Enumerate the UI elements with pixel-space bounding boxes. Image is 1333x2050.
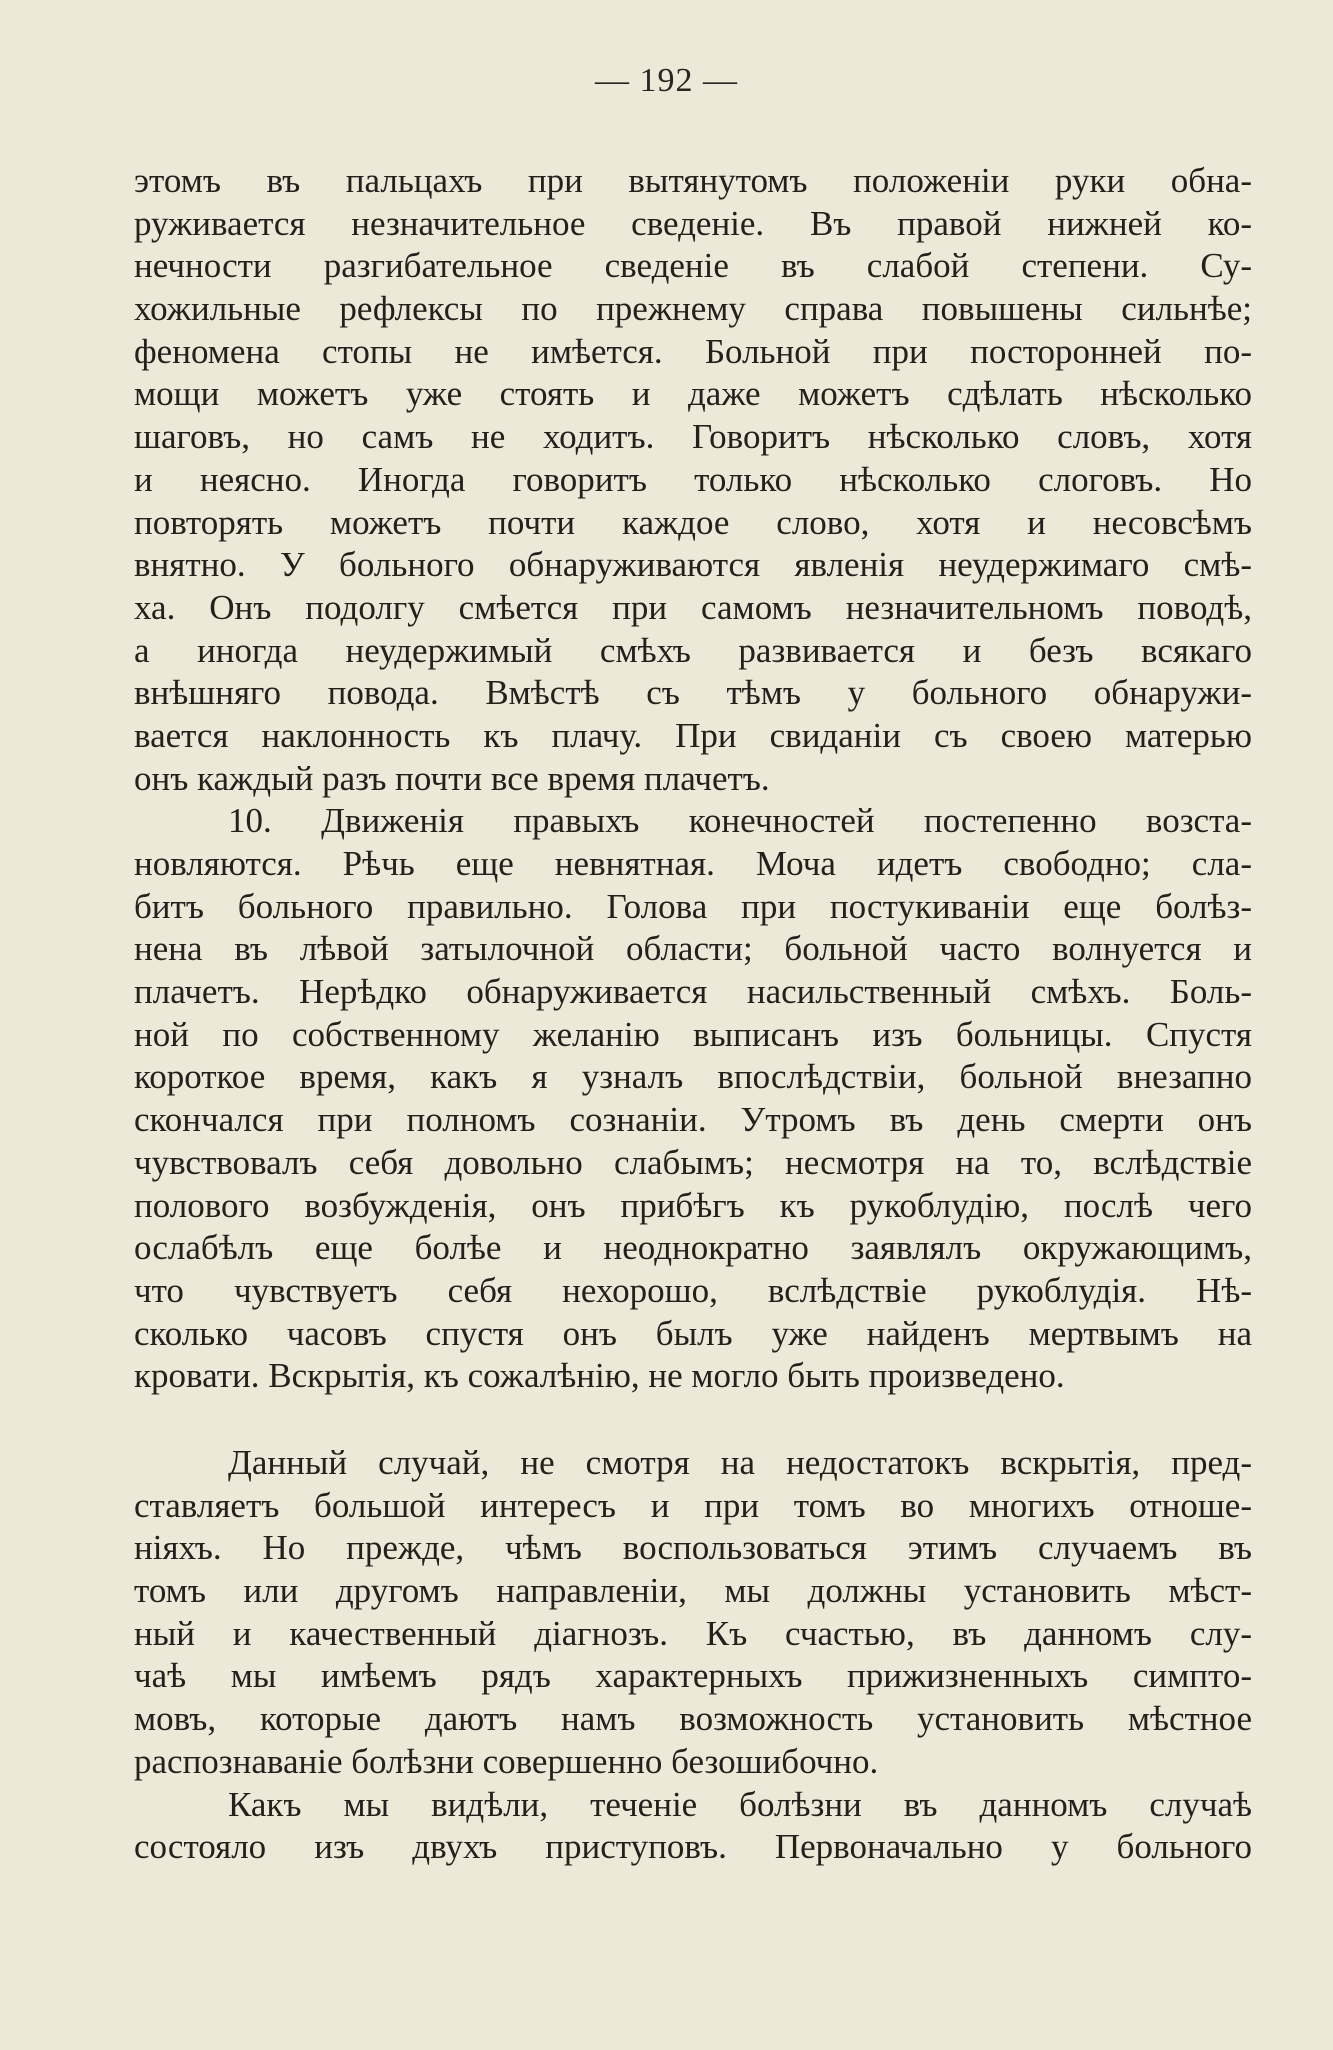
text-line: что чувствуетъ себя нехорошо, вслѣдствiе рукоблудiя. Нѣ- <box>134 1270 1252 1310</box>
text-line: плачетъ. Нерѣдко обнаруживается насильственный смѣхъ. Боль- <box>134 972 1252 1012</box>
text-line: чувствовалъ себя довольно слабымъ; несмотря на то, вслѣдствiе <box>134 1142 1252 1182</box>
text-line: нiяхъ. Но прежде, чѣмъ воспользоваться этимъ случаемъ въ <box>134 1528 1252 1568</box>
text-line: мощи можетъ уже стоять и даже можетъ сдѣлать нѣсколько <box>134 374 1252 414</box>
text-line: ха. Онъ подолгу смѣется при самомъ незначительномъ поводѣ, <box>134 587 1252 627</box>
case-history-text <box>134 160 1252 1398</box>
text-line: томъ или другомъ направленiи, мы должны установить мѣст- <box>134 1571 1252 1611</box>
text-line: внѣшняго повода. Вмѣстѣ съ тѣмъ у больного обнаружи- <box>134 673 1252 713</box>
discussion-text <box>134 1442 1252 1869</box>
text-line: а иногда неудержимый смѣхъ развивается и безъ всякаго <box>134 630 1252 670</box>
text-line: ставляетъ большой интересъ и при томъ во многихъ отноше- <box>134 1485 1252 1525</box>
text-line: феномена стопы не имѣется. Больной при посторонней по- <box>134 331 1252 371</box>
text-line: распознаванiе болѣзни совершенно безошибочно. <box>134 1741 879 1781</box>
text-line: ной по собственному желанiю выписанъ изъ больницы. Спустя <box>134 1014 1252 1054</box>
text-line: хожильные рефлексы по прежнему справа повышены сильнѣе; <box>134 289 1252 329</box>
text-line: чаѣ мы имѣемъ рядъ характерныхъ прижизненныхъ симпто- <box>134 1656 1252 1696</box>
text-line: нена въ лѣвой затылочной области; больной часто волнуется и <box>134 929 1252 969</box>
text-line: нечности разгибательное сведенiе въ слабой степени. Су- <box>134 246 1252 286</box>
text-line: шаговъ, но самъ не ходитъ. Говоритъ нѣсколько словъ, хотя <box>134 417 1252 457</box>
text-line: мовъ, которые даютъ намъ возможность установить мѣстное <box>134 1699 1252 1739</box>
text-line: сколько часовъ спустя онъ былъ уже найденъ мертвымъ на <box>134 1313 1252 1353</box>
text-line: полового возбужденiя, онъ прибѣгъ къ рукоблудiю, послѣ чего <box>134 1185 1252 1225</box>
paragraph-first-line: Данный случай, не смотря на недостатокъ вскрытiя, пред- <box>228 1443 1252 1482</box>
text-line: вается наклонность къ плачу. При свиданiи съ своею матерью <box>134 715 1252 755</box>
text-line: онъ каждый разъ почти все время плачетъ. <box>134 758 770 798</box>
text-line: этомъ въ пальцахъ при вытянутомъ положенiи руки обна- <box>134 161 1252 200</box>
text-line: новляются. Рѣчь еще невнятная. Моча идетъ свободно; сла- <box>134 844 1252 883</box>
paragraph-first-line: Какъ мы видѣли, теченiе болѣзни въ данномъ случаѣ <box>228 1784 1252 1824</box>
text-line: битъ больного правильно. Голова при постукиванiи еще болѣз- <box>134 886 1252 926</box>
text-line: внятно. У больного обнаруживаются явленiя неудержимаго смѣ- <box>134 545 1252 585</box>
text-line-numbered-entry: 10. Движенiя правыхъ конечностей постепенно возста- <box>228 801 1252 841</box>
text-line: и неясно. Иногда говоритъ только нѣсколько слоговъ. Но <box>134 459 1252 499</box>
text-line: состояло изъ двухъ приступовъ. Первоначально у больного <box>134 1827 1252 1867</box>
text-line: скончался при полномъ сознанiи. Утромъ въ день смерти онъ <box>134 1100 1252 1140</box>
text-line: руживается незначительное сведенiе. Въ правой нижней ко- <box>134 203 1252 243</box>
text-line: короткое время, какъ я узналъ впослѣдствiи, больной внезапно <box>134 1057 1252 1097</box>
text-line: ослабѣлъ еще болѣе и неоднократно заявлялъ окружающимъ, <box>134 1228 1252 1268</box>
text-line: ный и качественный дiагнозъ. Къ счастью, въ данномъ слу- <box>134 1613 1252 1653</box>
text-line: кровати. Вскрытiя, къ сожалѣнiю, не могло быть произведено. <box>134 1356 1065 1396</box>
page-number: — 192 — <box>595 62 738 99</box>
text-line: повторять можетъ почти каждое слово, хотя и несовсѣмъ <box>134 502 1252 542</box>
